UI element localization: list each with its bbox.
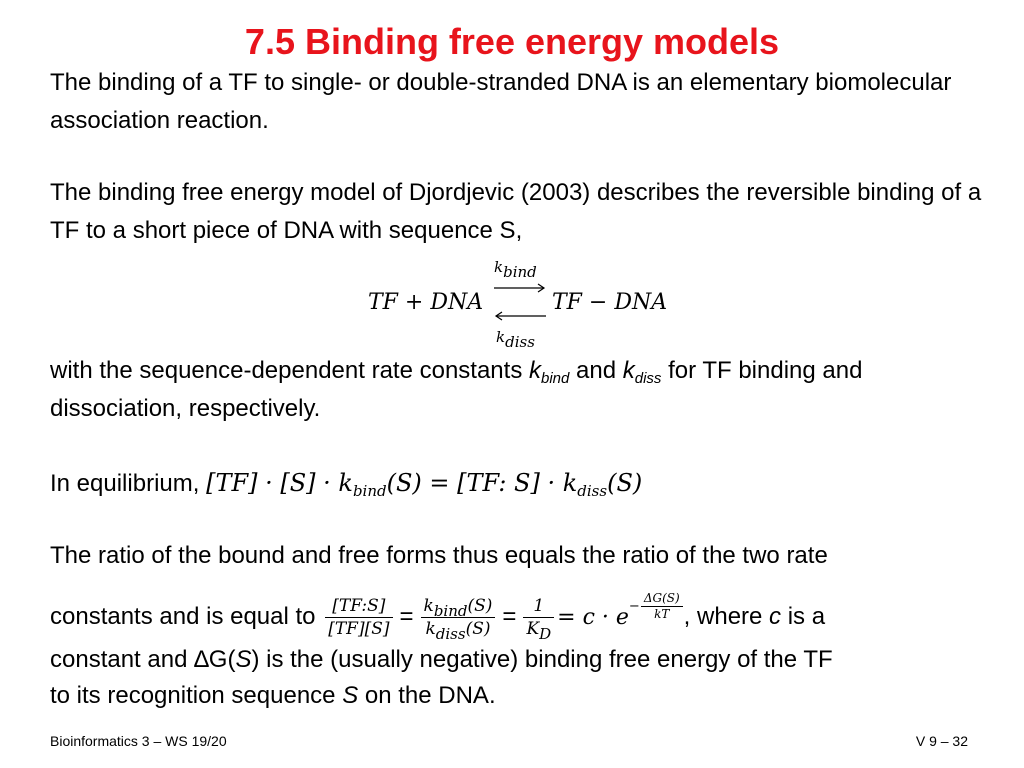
paragraph-model: The binding free energy model of Djordjevic (2003) describes the reversible binding of a TF to a short piece of DNA with sequence S, — [50, 179, 982, 244]
equilibrium-arrows-icon — [492, 282, 548, 322]
reaction-equation — [368, 256, 688, 356]
fraction-bound-free: $\frac{[TF:S]}{[TF][S]}$ — [325, 595, 392, 640]
footer-course: Bioinformatics 3 – WS 19/20 — [50, 733, 227, 749]
paragraph-intro: The binding of a TF to single- or double-stranded DNA is an elementary biomolecular association reaction. — [50, 69, 952, 134]
k-bind-label: $k_{bind}$ — [494, 258, 537, 281]
reactants: TF + DNA — [368, 290, 484, 315]
paragraph-rate-constants: with the sequence-dependent rate constants $k_{bind}$ and $k_{diss}$ for TF binding and dissociation, respectively. — [50, 357, 863, 422]
paragraph-ratio-line2: constants and is equal to $\frac{[TF:S]}{[TF][S]}$ = $\frac{k_{bind}(S)}{k_{diss}(S)}$ = $\frac{1}{K_D}$ = c · e− $\frac{\Delta G(S)}{kT}$ , where c is a — [50, 591, 826, 644]
paragraph-ratio-line3: constant and ∆G(S) is the (usually negative) binding free energy of the TF — [50, 646, 833, 673]
k-diss-label: $k_{diss}$ — [496, 328, 535, 351]
fraction-rate-constants: $\frac{k_{bind}(S)}{k_{diss}(S)}$ — [421, 595, 496, 640]
slide-title: 7.5 Binding free energy models — [244, 21, 780, 62]
paragraph-ratio-line1: The ratio of the bound and free forms thus equals the ratio of the two rate — [50, 542, 828, 569]
equilibrium-equation: $[TF] \cdot [S] \cdot k_{bind}(S) = [TF$: $S] \cdot k_{diss}(S)$ — [206, 469, 643, 500]
products: TF − DNA — [552, 290, 668, 315]
paragraph-ratio-line4: to its recognition sequence S on the DNA. — [50, 682, 496, 709]
fraction-dissociation-constant: $\frac{1}{K_D}$ — [523, 595, 554, 640]
paragraph-equilibrium: In equilibrium, $[TF] \cdot [S] \cdot k_{bind}(S) = [TF$: $S] \cdot k_{diss}(S)$ — [50, 469, 643, 500]
boltzmann-expression: = c · e− $\frac{\Delta G(S)}{kT}$ — [557, 605, 684, 630]
footer-page-number: V 9 – 32 — [915, 733, 968, 749]
